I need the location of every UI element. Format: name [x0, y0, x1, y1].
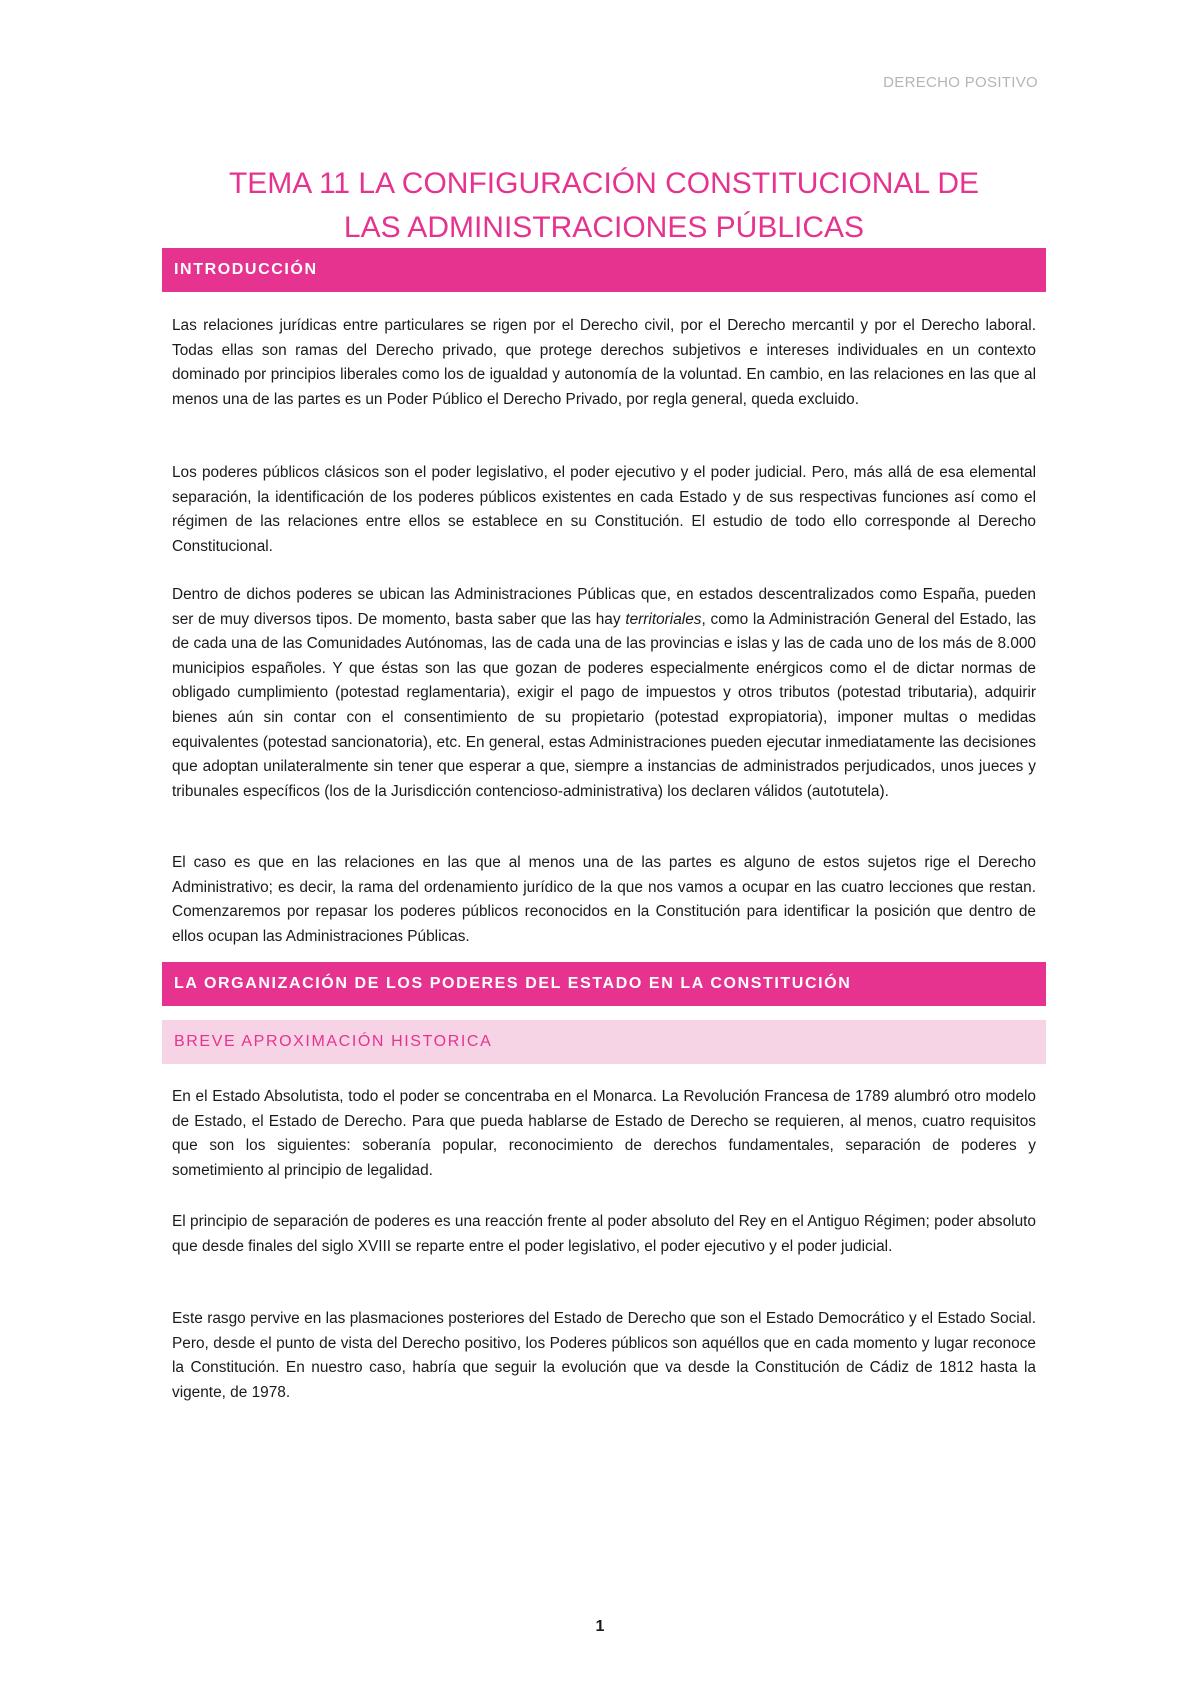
subsection-heading-historia: BREVE APROXIMACIÓN HISTORICA [162, 1020, 1046, 1064]
intro-paragraph-3-text-b: , como la Administración General del Estado, las de cada una de las Comunidades Autónomas, las de cada una de las provincias e islas y las de cada uno de los más de 8.000 municipios españoles. Y que éstas son las que gozan de poderes especialmente enérgicos como el de dictar normas de obligado cumplimiento (potestad reglamentaria), exigir el pago de impuestos y otros tributos (potestad tributaria), adquirir bienes aún sin contar con el consentimiento de su propietario (potestad expropiatoria), imponer multas o medidas equivalentes (potestad sancionatoria), etc. En general, estas Administraciones pueden ejecutar inmediatamente las decisiones que adoptan unilateralmente sin tener que esperar a que, siempre a instancias de administrados perjudicados, unos jueces y tribunales específicos (los de la Jurisdicción contencioso-administrativa) los declaren válidos (autotutela). [172, 610, 1036, 800]
document-title [162, 162, 1046, 250]
intro-paragraph-4: El caso es que en las relaciones en las que al menos una de las partes es alguno de estos sujetos rige el Derecho Administrativo; es decir, la rama del ordenamiento jurídico de la que nos vamos a ocupar en las cuatro lecciones que restan. Comenzaremos por repasar los poderes públicos reconocidos en la Constitución para identificar la posición que dentro de ellos ocupan las Administraciones Públicas. [172, 854, 1036, 945]
intro-paragraph-3-emphasis: territoriales [625, 610, 702, 628]
document-title-line-1: TEMA 11 LA CONFIGURACIÓN CONSTITUCIONAL DE [228, 167, 980, 200]
section-heading-introduccion: INTRODUCCIÓN [162, 248, 1046, 292]
page-number: 1 [595, 1618, 605, 1635]
intro-paragraph-1: Las relaciones jurídicas entre particulares se rigen por el Derecho civil, por el Derecho mercantil y por el Derecho laboral. Todas ellas son ramas del Derecho privado, que protege derechos subjetivos e intereses individuales en un contexto dominado por principios liberales como los de igualdad y autonomía de la voluntad. En cambio, en las relaciones en las que al menos una de las partes es un Poder Público el Derecho Privado, por regla general, queda excluido. [172, 317, 1036, 408]
history-paragraph-3: Este rasgo pervive en las plasmaciones posteriores del Estado de Derecho que son el Estado Democrático y el Estado Social. Pero, desde el punto de vista del Derecho positivo, los Poderes públicos son aquéllos que en cada momento y lugar reconoce la Constitución. En nuestro caso, habría que seguir la evolución que va desde la Constitución de Cádiz de 1812 hasta la vigente, de 1978. [172, 1310, 1036, 1401]
intro-paragraph-3-text-a: Dentro de dichos poderes se ubican las Administraciones Públicas que, en estados descentralizados como España, pueden ser de muy diversos tipos. De momento, basta saber que las hay [172, 586, 1036, 628]
history-paragraph-2: El principio de separación de poderes es una reacción frente al poder absoluto del Rey en el Antiguo Régimen; poder absoluto que desde finales del siglo XVIII se reparte entre el poder legislativo, el poder ejecutivo y el poder judicial. [172, 1213, 1036, 1255]
history-paragraph-1: En el Estado Absolutista, todo el poder se concentraba en el Monarca. La Revolución Francesa de 1789 alumbró otro modelo de Estado, el Estado de Derecho. Para que pueda hablarse de Estado de Derecho se requieren, al menos, cuatro requisitos que son los siguientes: soberanía popular, reconocimiento de derechos fundamentales, separación de poderes y sometimiento al principio de legalidad. [172, 1088, 1036, 1179]
section-heading-organizacion: LA ORGANIZACIÓN DE LOS PODERES DEL ESTADO EN LA CONSTITUCIÓN [162, 962, 1046, 1006]
running-header: DERECHO POSITIVO [883, 74, 1038, 91]
document-title-line-2: LAS ADMINISTRACIONES PÚBLICAS [343, 211, 865, 244]
intro-paragraph-3 [172, 583, 1036, 804]
intro-paragraph-2: Los poderes públicos clásicos son el poder legislativo, el poder ejecutivo y el poder judicial. Pero, más allá de esa elemental separación, la identificación de los poderes públicos existentes en cada Estado y de sus respectivas funciones así como el régimen de las relaciones entre ellos se establece en su Constitución. El estudio de todo ello corresponde al Derecho Constitucional. [172, 464, 1036, 555]
